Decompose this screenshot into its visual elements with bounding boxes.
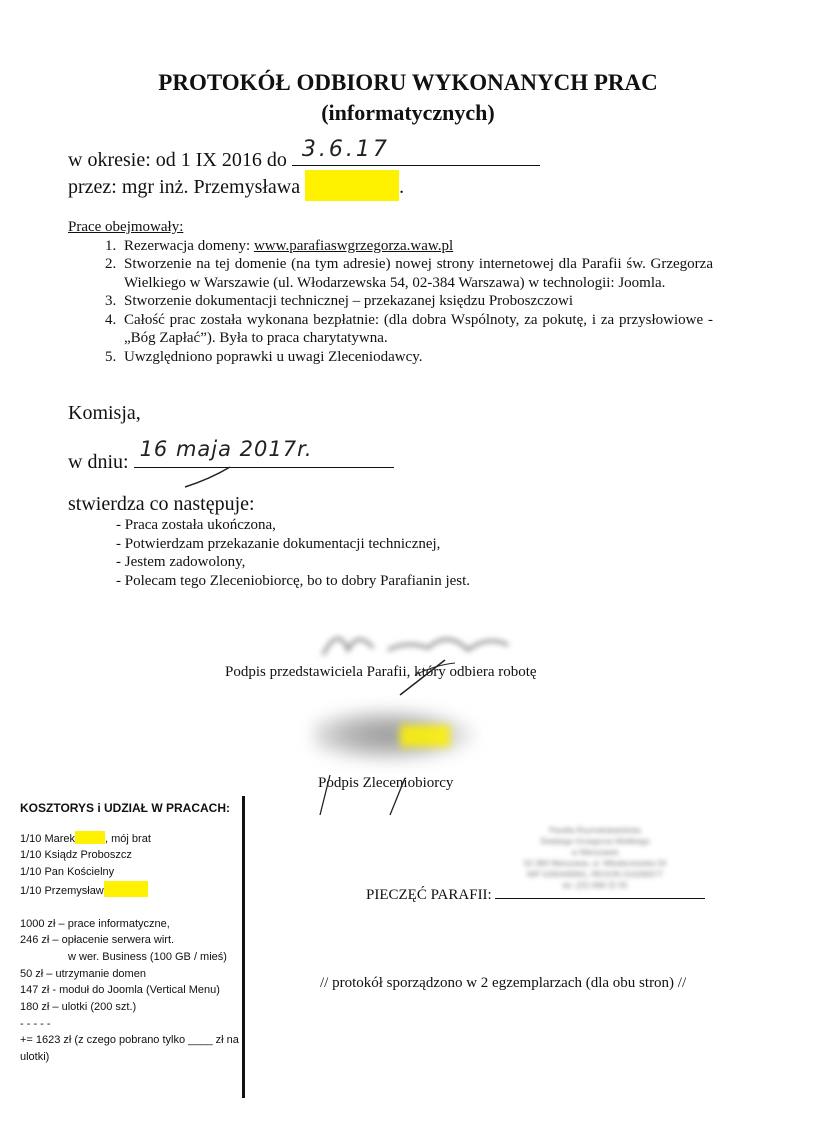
works-item: 2. Stworzenie na tej domenie (na tym adresie) nowej strony internetowej dla Parafii św. Grzegorza Wielkiego w Warszawie (ul. Włodarzewska 54, 02-384 Warszawa) w technologii: Joomla.	[120, 255, 713, 292]
period-fill-line	[292, 137, 540, 166]
cost-row: 180 zł – ulotki (200 szt.)	[20, 1001, 137, 1014]
commission-label: Komisja,	[68, 402, 141, 424]
period-label: w okresie: od 1 IX 2016 do	[68, 149, 287, 171]
redacted-surname	[305, 170, 399, 201]
handwritten-commission-date: 16 maja 2017r.	[139, 437, 313, 461]
contractor-signature-strokes	[310, 770, 420, 820]
cost-row: += 1623 zł (z czego pobrano tylko ____ zł na	[20, 1034, 239, 1047]
works-heading: Prace obejmowały:	[68, 219, 184, 235]
works-section	[68, 218, 713, 366]
handwritten-end-date: 3.6.17	[301, 137, 390, 162]
stamp-fill-line	[495, 884, 705, 899]
works-item: 4. Całość prac została wykonana bezpłatnie: (dla dobra Wspólnoty, za pokutę, i za przysłowiowe - „Bóg Zapłać”). Była to praca charytatywna.	[120, 311, 713, 348]
works-item: 3. Stworzenie dokumentacji technicznej – przekazanej księdzu Proboszczowi	[120, 292, 713, 311]
cost-row: 50 zł – utrzymanie domen	[20, 967, 146, 980]
copies-note: // protokół sporządzono w 2 egzemplarzach (dla obu stron) //	[320, 975, 687, 991]
period-line	[68, 137, 558, 172]
share-row: 1/10 Pan Kościelny	[20, 866, 115, 879]
contractor-signature-highlight	[400, 725, 450, 747]
document-subtitle: (informatycznych)	[321, 100, 495, 125]
parish-stamp: Parafia Rzymskokatolicka Świętego Grzegorza Wielkiego w Warszawie 02-384 Warszawa, ul. Włodarzewska 54 NIP 5260449061, REGON 010290577 tel. (22) 668 22 55	[523, 826, 667, 890]
statement-item: - Potwierdzam przekazanie dokumentacji technicznej,	[116, 535, 441, 552]
cost-row: w wer. Business (100 GB / mieś)	[68, 950, 227, 963]
commission-states-label: stwierdza co następuje:	[68, 493, 255, 515]
cost-row: ulotki)	[20, 1051, 50, 1064]
redacted-name	[104, 881, 148, 897]
parish-signature-label: Podpis przedstawiciela Parafii, który odbiera robotę	[225, 664, 537, 680]
stamp-label: PIECZĘĆ PARAFII:	[366, 887, 492, 903]
redacted-name	[75, 831, 105, 844]
document-title: PROTOKÓŁ ODBIORU WYKONANYCH PRAC	[158, 70, 658, 95]
commission-date-label: w dniu:	[68, 451, 129, 473]
cost-row: 1000 zł – prace informatyczne,	[20, 917, 170, 930]
cost-estimate	[20, 800, 245, 1066]
contractor-signature-image	[312, 705, 482, 765]
domain-link[interactable]: www.parafiaswgrzegorza.waw.pl	[253, 237, 454, 254]
author-suffix: .	[399, 176, 405, 198]
contractor-signature-label: Podpis Zleceniobiorcy	[318, 775, 454, 791]
cost-row: - - - - -	[20, 1017, 51, 1030]
share-row: 1/10 Marek , mój brat	[20, 832, 151, 845]
cost-heading: KOSZTORYS i UDZIAŁ W PRACACH:	[20, 801, 230, 815]
cost-row: 246 zł – opłacenie serwera wirt.	[20, 934, 175, 947]
works-item: 1. Rezerwacja domeny: www.parafiaswgrzegorza.waw.pl	[120, 237, 713, 256]
works-list	[68, 237, 713, 367]
commission-statements	[116, 516, 470, 590]
author-label: przez: mgr inż. Przemysława	[68, 176, 301, 198]
handwriting-stroke	[180, 465, 240, 490]
stamp-line	[366, 884, 705, 904]
works-item: 5. Uwzględniono poprawki u uwagi Zleceniodawcy.	[120, 348, 713, 367]
cost-row: 147 zł - moduł do Joomla (Vertical Menu)	[20, 984, 220, 997]
statement-item: - Polecam tego Zleceniobiorcę, bo to dobry Parafianin jest.	[116, 572, 471, 589]
statement-item: - Praca została ukończona,	[116, 517, 276, 533]
statement-item: - Jestem zadowolony,	[116, 554, 246, 570]
author-line	[68, 170, 404, 201]
share-row: 1/10 Ksiądz Proboszcz	[20, 849, 132, 862]
signature-strokes	[395, 655, 465, 700]
commission-date-fill-line	[134, 437, 394, 468]
share-row: 1/10 Przemysław	[20, 881, 245, 900]
